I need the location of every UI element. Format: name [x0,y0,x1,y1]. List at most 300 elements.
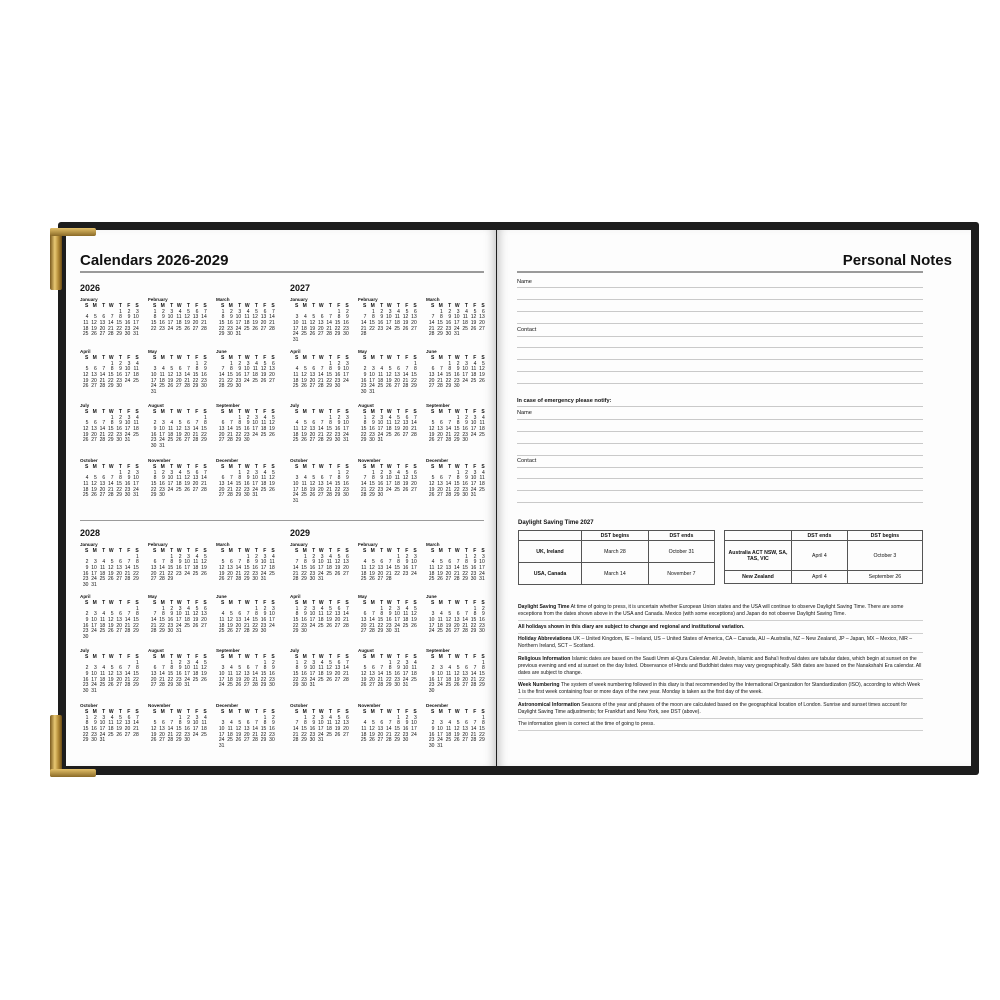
day-number: 25 [479,431,485,438]
day-number: 11 [318,665,324,672]
day-number: 3 [397,605,400,612]
day-number: 8 [397,720,400,727]
day-number: 4 [405,605,409,612]
day-number: 17 [292,486,299,493]
day-number: 16 [445,320,452,327]
day-number: 4 [440,611,443,618]
month-calendar [426,403,486,444]
day-number: 20 [184,431,190,438]
day-number: 20 [150,570,157,577]
day-number: 14 [360,481,367,488]
day-number: 24 [470,431,477,438]
day-number: 5 [329,659,332,666]
day-number: 11 [386,420,392,427]
day-number: 3 [271,605,275,612]
day-number: 24 [184,676,190,683]
weekday-header: T [396,709,400,715]
weekday-header: S [431,464,435,470]
day-number: 14 [326,481,332,488]
weekday-header: T [254,303,258,309]
month-name: July [80,403,90,408]
day-number: 12 [428,481,435,488]
day-number: 21 [292,570,299,577]
dst-ends-header: DST ends [648,531,714,541]
day-number: 7 [230,475,233,482]
day-number: 15 [167,565,174,572]
day-number: 14 [252,671,258,678]
day-number: 28 [386,737,392,744]
day-number: 26 [82,383,89,390]
day-number: 23 [360,383,367,390]
day-number: 30 [159,492,165,499]
weekday-header: S [203,303,207,309]
day-number: 10 [184,559,190,566]
day-number: 21 [269,320,275,327]
day-number: 14 [133,720,139,727]
day-number: 6 [440,420,443,427]
day-number: 6 [246,720,250,727]
weekday-header: F [473,654,477,660]
day-number: 15 [108,426,114,433]
weekday-header: W [454,548,460,554]
day-number: 6 [162,720,165,727]
day-number: 1 [263,659,267,666]
day-number: 20 [462,676,468,683]
day-number: 27 [124,731,131,738]
day-number: 9 [304,611,307,618]
day-number: 7 [413,414,417,421]
day-number: 11 [261,420,267,427]
day-number: 5 [456,665,460,672]
day-number: 6 [203,605,207,612]
weekday-header: S [363,600,367,606]
day-number: 19 [176,431,182,438]
day-number: 22 [462,570,468,577]
day-number: 25 [269,570,275,577]
day-number: 25 [133,377,139,384]
day-number: 11 [261,475,267,482]
day-number: 21 [402,377,409,384]
weekday-header: S [413,355,417,361]
day-number: 21 [437,377,443,384]
day-number: 9 [456,366,460,373]
day-number: 17 [411,726,417,733]
day-number: 5 [304,366,307,373]
day-number: 28 [343,676,349,683]
day-number: 7 [473,665,477,672]
day-number: 12 [260,366,267,373]
day-number: 16 [309,726,316,733]
day-number: 24 [386,486,392,493]
month-name: June [216,594,227,599]
day-number: 18 [252,372,258,379]
write-line [517,406,923,407]
day-number: 27 [218,492,225,499]
month-name: May [358,594,367,599]
day-number: 26 [326,676,332,683]
day-number: 4 [135,414,139,421]
day-number: 8 [153,475,157,482]
day-number: 3 [413,714,417,721]
day-number: 6 [413,469,417,476]
day-number: 20 [218,486,225,493]
day-number: 22 [326,431,332,438]
weekday-header: F [473,303,477,309]
day-number: 3 [320,553,324,560]
day-number: 2 [94,714,97,721]
month-calendar [148,648,208,689]
day-number: 11 [445,671,452,678]
day-number: 6 [380,720,384,727]
day-number: 2 [170,605,174,612]
day-number: 23 [377,486,384,493]
day-number: 2 [263,605,267,612]
day-number: 12 [454,671,460,678]
day-number: 10 [454,314,460,321]
day-number: 3 [388,308,392,315]
day-number: 3 [246,360,250,367]
day-number: 13 [318,481,324,488]
day-number: 21 [343,671,349,678]
day-number: 7 [320,420,324,427]
day-number: 4 [178,308,182,315]
day-number: 8 [481,720,485,727]
weekday-header: M [302,548,307,554]
weekday-header: F [337,409,341,415]
day-number: 15 [108,372,114,379]
weekday-header: F [405,409,409,415]
weekday-header: T [186,355,190,361]
weekday-header: W [108,409,114,415]
day-number: 23 [301,622,307,629]
weekday-header: M [228,600,233,606]
day-number: 15 [394,726,400,733]
weekday-header: M [228,709,233,715]
day-number: 17 [133,481,139,488]
day-number: 17 [218,731,225,738]
day-number: 29 [108,437,114,444]
weekday-header: F [127,654,131,660]
weekday-header: T [186,654,190,660]
weekday-header: S [153,709,157,715]
day-number: 24 [176,622,182,629]
day-number: 6 [178,366,182,373]
day-number: 16 [334,426,341,433]
weekday-header: W [386,654,392,660]
day-number: 5 [153,720,157,727]
day-number: 22 [244,570,250,577]
day-number: 5 [405,308,409,315]
day-number: 1 [329,414,332,421]
day-number: 11 [269,559,275,566]
day-number: 8 [203,420,207,427]
day-number: 17 [260,565,267,572]
weekday-header: S [363,409,367,415]
day-number: 11 [429,565,435,572]
day-number: 1 [337,308,341,315]
day-number: 30 [360,389,367,396]
day-number: 15 [334,481,341,488]
day-number: 19 [201,565,207,572]
weekday-header: T [380,303,384,309]
day-number: 24 [133,486,139,493]
day-number: 3 [431,611,435,618]
weekday-header: S [271,709,275,715]
day-number: 19 [269,426,275,433]
day-number: 11 [301,320,307,327]
weekday-header: T [238,303,242,309]
day-number: 18 [318,671,324,678]
month-name: March [426,542,440,547]
day-number: 9 [345,314,349,321]
day-number: 16 [462,426,468,433]
day-number: 14 [402,372,409,379]
day-number: 15 [292,671,299,678]
day-number: 26 [176,437,182,444]
day-number: 13 [369,671,375,678]
day-number: 8 [178,720,182,727]
day-number: 26 [386,383,392,390]
day-number: 29 [167,682,174,689]
day-number: 29 [176,737,182,744]
write-line [517,502,923,503]
weekday-header: S [363,654,367,660]
day-number: 15 [235,426,242,433]
day-number: 3 [380,414,384,421]
day-number: 28 [227,492,233,499]
month-calendar [290,542,350,583]
day-number: 1 [135,659,139,666]
day-number: 17 [167,320,174,327]
day-number: 2 [456,360,460,367]
day-number: 27 [411,486,417,493]
day-number: 22 [116,325,122,332]
day-number: 3 [456,308,460,315]
day-number: 15 [326,372,332,379]
weekday-header: W [108,548,114,554]
day-number: 26 [201,570,207,577]
day-number: 6 [102,314,106,321]
month-name: October [290,703,308,708]
day-number: 16 [260,617,267,624]
day-number: 19 [108,676,114,683]
day-number: 29 [411,383,417,390]
day-number: 19 [235,731,242,738]
day-number: 22 [326,377,332,384]
weekday-header: M [160,355,165,361]
weekday-header: M [370,709,375,715]
day-number: 28 [159,682,165,689]
day-number: 1 [153,469,157,476]
weekday-header: M [160,600,165,606]
day-number: 20 [91,377,97,384]
dst-begins-header: DST begins [582,531,649,541]
day-number: 30 [82,688,89,695]
day-number: 1 [230,360,233,367]
day-number: 28 [218,383,225,390]
day-number: 26 [201,676,207,683]
day-number: 20 [201,617,207,624]
day-number: 9 [127,475,131,482]
day-number: 26 [394,431,400,438]
day-number: 18 [402,617,409,624]
day-number: 27 [360,628,367,635]
day-number: 29 [116,492,122,499]
day-number: 4 [397,469,400,476]
day-number: 18 [394,481,400,488]
day-number: 30 [176,682,182,689]
day-number: 19 [235,676,242,683]
day-number: 14 [377,671,384,678]
day-number: 14 [445,481,452,488]
day-number: 18 [192,671,199,678]
weekday-header: M [302,654,307,660]
day-number: 22 [470,622,477,629]
day-number: 25 [301,492,307,499]
day-number: 13 [218,426,225,433]
day-number: 15 [470,617,477,624]
day-number: 5 [397,414,400,421]
weekday-header: T [328,355,332,361]
weekday-header: T [448,303,452,309]
day-number: 11 [176,475,182,482]
month-name: August [148,648,164,653]
weekday-header: S [221,409,225,415]
personal-notes-title: Personal Notes [842,252,952,269]
day-number: 10 [437,671,443,678]
day-number: 31 [133,331,139,338]
day-number: 6 [195,469,199,476]
day-number: 3 [473,469,477,476]
weekday-header: T [328,709,332,715]
weekday-header: S [345,464,349,470]
day-number: 22 [159,622,165,629]
day-number: 15 [201,426,207,433]
weekday-header: M [228,355,233,361]
weekday-header: S [85,303,89,309]
day-number: 11 [201,720,207,727]
day-number: 31 [292,337,299,344]
day-number: 30 [252,576,258,583]
day-number: 8 [135,559,139,566]
weekday-header: F [195,548,199,554]
weekday-header: W [318,303,324,309]
day-number: 26 [167,383,174,390]
weekday-header: T [448,464,452,470]
day-number: 19 [334,565,341,572]
weekday-header: T [448,709,452,715]
day-number: 28 [360,492,367,499]
day-number: 26 [309,492,316,499]
day-number: 29 [150,492,157,499]
day-number: 24 [470,486,477,493]
day-number: 22 [360,431,367,438]
title-rule-right [517,271,923,273]
day-number: 15 [133,671,139,678]
weekday-header: S [363,303,367,309]
day-number: 17 [159,431,165,438]
day-number: 23 [82,628,89,635]
month-name: February [358,542,378,547]
day-number: 3 [345,414,349,421]
day-number: 3 [102,714,106,721]
month-calendar [290,648,350,689]
day-number: 16 [269,726,275,733]
day-number: 11 [361,565,367,572]
day-number: 14 [201,475,207,482]
day-number: 21 [292,731,299,738]
day-number: 9 [372,420,375,427]
day-number: 15 [133,617,139,624]
month-calendar [358,458,418,499]
weekday-header: W [386,548,392,554]
day-number: 14 [252,726,258,733]
weekday-header: F [127,303,131,309]
day-number: 5 [405,469,409,476]
weekday-header: F [405,303,409,309]
day-number: 19 [394,426,400,433]
day-number: 1 [372,469,375,476]
day-number: 21 [411,426,417,433]
day-number: 15 [133,565,139,572]
day-number: 7 [320,366,324,373]
weekday-header: T [396,548,400,554]
weekday-header: T [118,409,122,415]
day-number: 14 [235,565,242,572]
day-number: 25 [445,737,452,744]
day-number: 6 [195,308,199,315]
weekday-header: W [454,409,460,415]
day-number: 11 [99,671,106,678]
day-number: 5 [238,720,242,727]
day-number: 31 [133,492,139,499]
day-number: 15 [227,372,233,379]
day-number: 23 [402,731,409,738]
day-number: 5 [329,605,332,612]
day-number: 17 [150,377,157,384]
day-number: 5 [230,611,233,618]
write-line [517,419,923,420]
day-number: 7 [363,314,367,321]
day-number: 19 [334,726,341,733]
day-number: 3 [345,360,349,367]
weekday-header: T [118,464,122,470]
day-number: 16 [201,372,207,379]
day-number: 4 [221,611,225,618]
weekday-header: T [328,600,332,606]
day-number: 8 [246,559,250,566]
day-number: 20 [116,622,122,629]
day-number: 29 [445,383,452,390]
day-number: 28 [201,325,207,332]
day-number: 19 [82,431,89,438]
day-number: 4 [304,475,307,482]
day-number: 26 [108,682,114,689]
day-number: 4 [203,714,207,721]
day-number: 1 [380,605,384,612]
day-number: 24 [402,676,409,683]
day-number: 18 [159,377,165,384]
day-number: 14 [124,565,131,572]
weekday-header: S [135,303,139,309]
day-number: 17 [91,676,97,683]
day-number: 11 [471,366,477,373]
weekday-header: T [464,355,468,361]
day-number: 29 [244,576,250,583]
day-number: 20 [99,486,106,493]
day-number: 29 [292,682,299,689]
day-number: 19 [454,731,460,738]
